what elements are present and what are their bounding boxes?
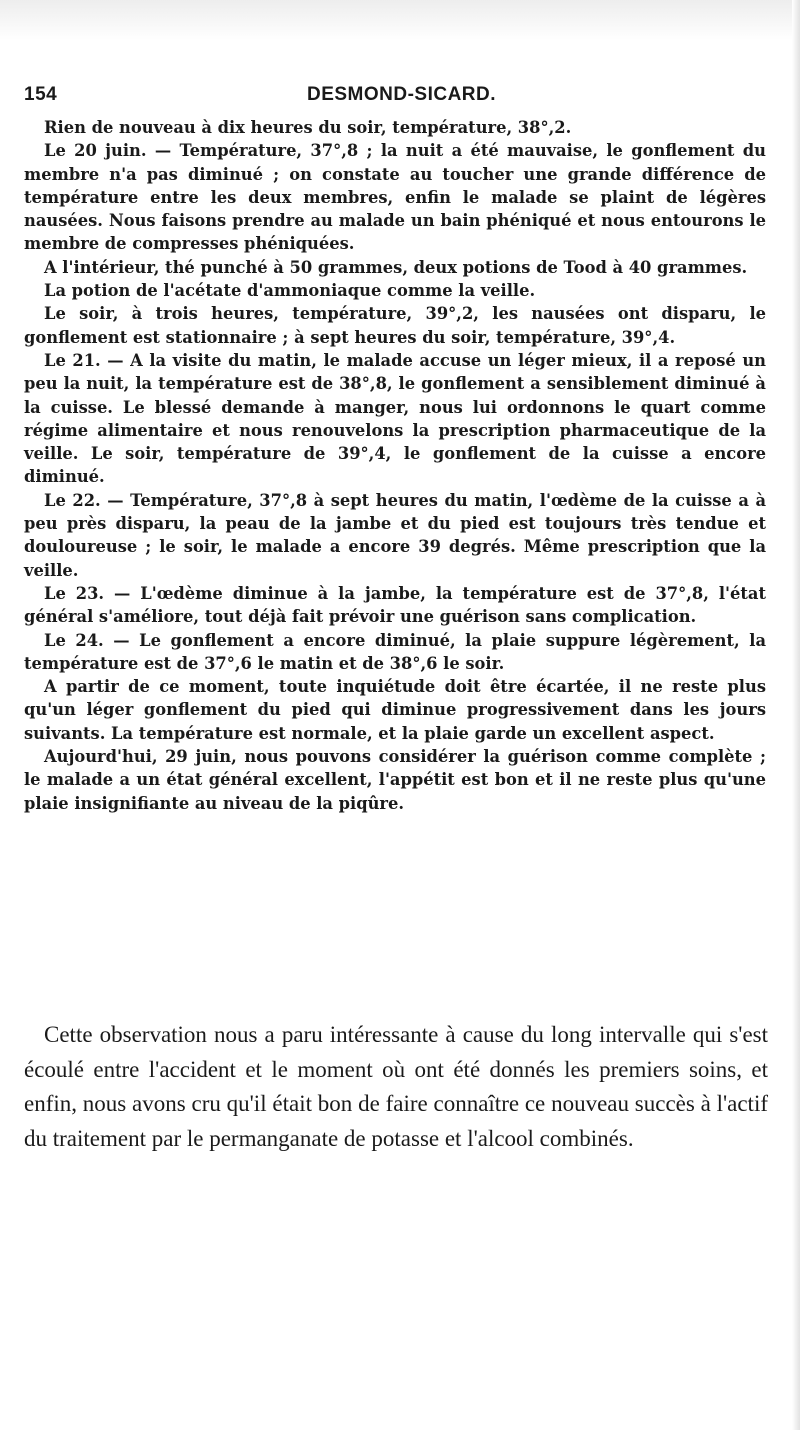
paragraph-internal-treatment: A l'intérieur, thé punché à 50 grammes, deux potions de Tood à 40 grammes. bbox=[44, 257, 748, 277]
paragraph-day-22: Le 22. — Température, 37°,8 à sept heures du matin, l'œdème de la cuisse a à peu près disparu, la peau de la jambe et du pied est toujours très tendue et douloureuse ; le soir, le malade a encore 39 degrés. Même prescription que la veille. bbox=[24, 490, 766, 580]
paragraph-june-29: Aujourd'hui, 29 juin, nous pouvons considérer la guérison comme complète ; le malade a un état général excellent, l'appétit est bon et il ne reste plus qu'une plaie insignifiante au niveau de la piqûre. bbox=[24, 747, 766, 813]
page-number: 154 bbox=[24, 84, 58, 105]
paragraph-recovery-progress: A partir de ce moment, toute inquiétude doit être écartée, il ne reste plus qu'un léger gonflement du pied qui diminue progressivement dans les jours suivants. La température est normale, et la plaie garde un excellent aspect. bbox=[24, 677, 766, 743]
paragraph-evening-note: Rien de nouveau à dix heures du soir, température, 38°,2. bbox=[44, 118, 572, 137]
closing-paragraph: Cette observation nous a paru intéressante à cause du long intervalle qui s'est écoulé entre l'accident et le moment où ont été donnés les premiers soins, et enfin, nous avons cru qu'il était bon de faire connaître ce nouveau succès à l'actif du traitement par le permanganate de potasse et l'alcool combinés. bbox=[24, 1022, 768, 1151]
body-text bbox=[24, 116, 766, 815]
page-header bbox=[24, 78, 779, 110]
paragraph-june-20: Le 20 juin. — Température, 37°,8 ; la nuit a été mauvaise, le gonflement du membre n'a pas diminué ; on constate au toucher une grande différence de température entre les deux membres, enfin le malade se plaint de légères nausées. Nous faisons prendre au malade un bain phéniqué et nous entourons le membre de compresses phéniquées. bbox=[24, 141, 766, 254]
paragraph-ammonia-potion: La potion de l'acétate d'ammoniaque comme la veille. bbox=[44, 281, 536, 301]
paragraph-day-24: Le 24. — Le gonflement a encore diminué, la plaie suppure légèrement, la température est de 37°,6 le matin et de 38°,6 le soir. bbox=[24, 630, 766, 673]
running-head: DESMOND-SICARD. bbox=[306, 84, 497, 105]
paragraph-day-23: Le 23. — L'œdème diminue à la jambe, la température est de 37°,8, l'état général s'améliore, tout déjà fait prévoir une guérison sans complication. bbox=[24, 583, 766, 627]
paragraph-day-21: Le 21. — A la visite du matin, le malade accuse un léger mieux, il a reposé un peu la nuit, la température est de 38°,8, le gonflement a sensiblement diminué à la cuisse. Le blessé demande à manger, nous lui ordonnons le quart comme régime alimentaire et nous renouvelons la prescription pharmaceutique de la veille. Le soir, température de 39°,4, le gonflement de la cuisse a encore diminué. bbox=[24, 350, 766, 487]
page-scan-shadow bbox=[0, 0, 800, 40]
page-edge-shadow bbox=[792, 0, 800, 1430]
paragraph-evening-temperature: Le soir, à trois heures, température, 39°,2, les nausées ont disparu, le gonflement est stationnaire ; à sept heures du soir, température, 39°,4. bbox=[24, 304, 766, 347]
